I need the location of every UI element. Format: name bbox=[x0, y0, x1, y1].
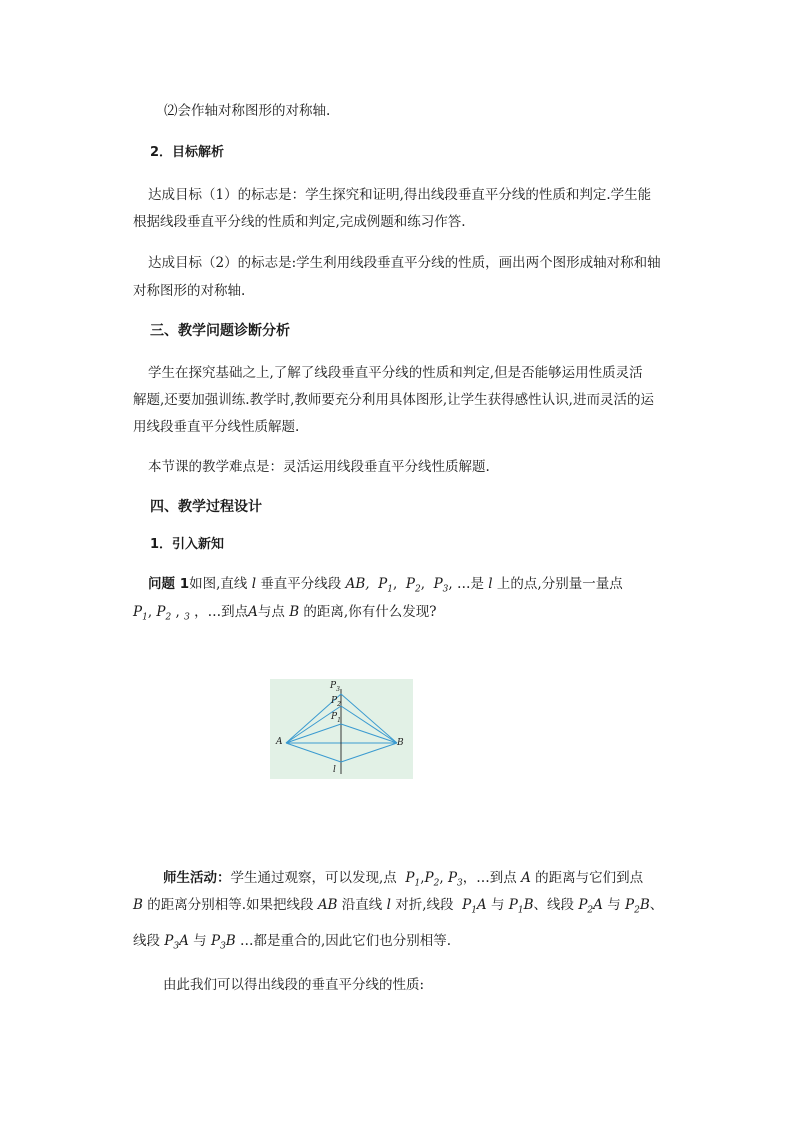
activity-sep: 、线段 bbox=[533, 897, 575, 913]
activity-p1a: $P_1A$ bbox=[462, 897, 487, 916]
activity-and-3: 与 bbox=[193, 933, 207, 949]
activity-p1b: $P_1B$ bbox=[508, 897, 534, 916]
activity-line3 bbox=[133, 932, 451, 956]
label-p1: $P_1$ bbox=[331, 712, 341, 724]
activity-text-b3: 对折,线段 bbox=[395, 897, 454, 913]
activity-p3a: $P_3A$ bbox=[164, 933, 189, 952]
figure-lines bbox=[270, 679, 413, 779]
segment-qb bbox=[341, 743, 397, 762]
paragraph-difficulty: 本节课的教学难点是：灵活运用线段垂直平分线性质解题. bbox=[148, 459, 490, 475]
activity-l: l bbox=[386, 897, 391, 913]
activity-text-a2: ，…到点 bbox=[462, 870, 517, 886]
activity-label: 师生活动： bbox=[163, 870, 231, 886]
paragraph-diagnosis-line3: 用线段垂直平分线性质解题. bbox=[133, 419, 300, 435]
activity-line1: 师生活动：学生通过观察，可以发现,点 $P_1,P_2$, $P_3$，…到点 A 的距离与它们到点 bbox=[163, 870, 644, 889]
activity-text-b2: 沿直线 bbox=[341, 897, 383, 913]
label-l: l bbox=[333, 765, 336, 775]
heading-section-3: 三、教学问题诊断分析 bbox=[150, 323, 290, 339]
q1-p3: $P_3$ bbox=[433, 576, 449, 595]
paragraph-goal2-line2: 对称图形的对称轴. bbox=[133, 283, 246, 299]
paragraph-goal2-line1: 达成目标（2）的标志是:学生利用线段垂直平分线的性质，画出两个图形成轴对称和轴 bbox=[148, 255, 661, 271]
activity-text-c2: …都是重合的,因此它们也分别相等. bbox=[240, 933, 452, 949]
segment-p2b bbox=[341, 706, 397, 743]
paragraph-diagnosis-line1: 学生在探究基础之上,了解了线段垂直平分线的性质和判定,但是否能够运用性质灵活 bbox=[148, 365, 643, 381]
activity-line2: B 的距离分别相等.如果把线段 AB 沿直线 l 对折,线段 $P_1A$ 与 $P_1B$、线段 $P_2A$ 与 $P_2B$、 bbox=[133, 897, 664, 916]
segment-p1b bbox=[341, 724, 397, 743]
heading-goal-analysis: 2．目标解析 bbox=[150, 145, 225, 160]
activity-ab: AB bbox=[317, 897, 338, 913]
q1-p1: $P_1$ bbox=[378, 576, 393, 595]
activity-text-b1: 的距离分别相等.如果把线段 bbox=[147, 897, 314, 913]
paragraph-goal1-line2: 根据线段垂直平分线的性质和判定,完成例题和练习作答. bbox=[133, 214, 466, 230]
activity-p2: $P_2$ bbox=[424, 870, 440, 889]
q1-line2-p2: $P_2$ bbox=[156, 604, 172, 623]
label-a: A bbox=[276, 737, 283, 747]
activity-text-a1: 学生通过观察，可以发现,点 bbox=[230, 870, 397, 886]
activity-and-2: 与 bbox=[607, 897, 621, 913]
q1-l: l bbox=[251, 576, 257, 592]
activity-b: B bbox=[133, 897, 143, 913]
q1-line2-p1: $P_1$ bbox=[133, 604, 148, 623]
activity-p2b: $P_2B$ bbox=[624, 897, 650, 916]
q1-text-e: ，…到点 bbox=[194, 604, 249, 620]
label-b: B bbox=[397, 738, 404, 748]
label-p3: $P_3$ bbox=[330, 681, 340, 693]
q1-text-c: …是 bbox=[457, 576, 484, 592]
activity-p2a: $P_2A$ bbox=[578, 897, 603, 916]
paragraph-goal1-line1: 达成目标（1）的标志是：学生探究和证明,得出线段垂直平分线的性质和判定.学生能 bbox=[148, 187, 652, 203]
question-1-label: 问题 1 bbox=[148, 576, 190, 592]
label-p2: $P_2$ bbox=[331, 696, 341, 708]
question-1-line1: 问题 1如图,直线 l 垂直平分线段 AB, $P_1$, $P_2$, $P_3$, …是 l 上的点,分别量一量点 bbox=[148, 576, 623, 595]
q1-text-a: 如图,直线 bbox=[189, 576, 248, 592]
paragraph-diagnosis-line2: 解题,还要加强训练.教学时,教师要充分利用具体图形,让学生获得感性认识,进而灵活的运 bbox=[133, 392, 654, 408]
segment-p1a bbox=[286, 724, 341, 743]
heading-introduce: 1．引入新知 bbox=[150, 537, 225, 552]
q1-ab: AB, bbox=[345, 576, 370, 592]
q1-l-2: l bbox=[488, 576, 493, 592]
q1-a: A bbox=[248, 604, 258, 620]
q1-line2-p3: 3 bbox=[184, 612, 190, 623]
activity-a: A bbox=[521, 870, 531, 886]
activity-and-1: 与 bbox=[490, 897, 505, 913]
q1-text-b: 垂直平分线段 bbox=[260, 576, 342, 592]
activity-text-c1: 线段 bbox=[133, 933, 160, 949]
goal-2-continuation: ⑵会作轴对称图形的对称轴. bbox=[164, 103, 331, 119]
activity-text-a3: 的距离与它们到点 bbox=[535, 870, 644, 886]
q1-text-d: 上的点,分别量一量点 bbox=[496, 576, 623, 592]
q1-b: B bbox=[289, 604, 300, 620]
q1-p2: $P_2$ bbox=[405, 576, 421, 595]
activity-p3: $P_3$ bbox=[447, 870, 463, 889]
heading-section-4: 四、教学过程设计 bbox=[150, 499, 262, 515]
perpendicular-bisector-figure bbox=[270, 679, 413, 779]
paragraph-conclusion: 由此我们可以得出线段的垂直平分线的性质: bbox=[163, 977, 425, 993]
q1-text-f: 与点 bbox=[257, 604, 285, 620]
segment-p3b bbox=[341, 694, 397, 743]
q1-text-g: 的距离,你有什么发现? bbox=[303, 604, 437, 620]
activity-p1: $P_1$ bbox=[405, 870, 421, 889]
activity-p3b: $P_3B$ bbox=[210, 933, 236, 952]
question-1-line2: $P_1$, $P_2$ , $_3$ ，…到点A与点 B 的距离,你有什么发现? bbox=[133, 604, 437, 623]
segment-qa bbox=[286, 743, 341, 762]
